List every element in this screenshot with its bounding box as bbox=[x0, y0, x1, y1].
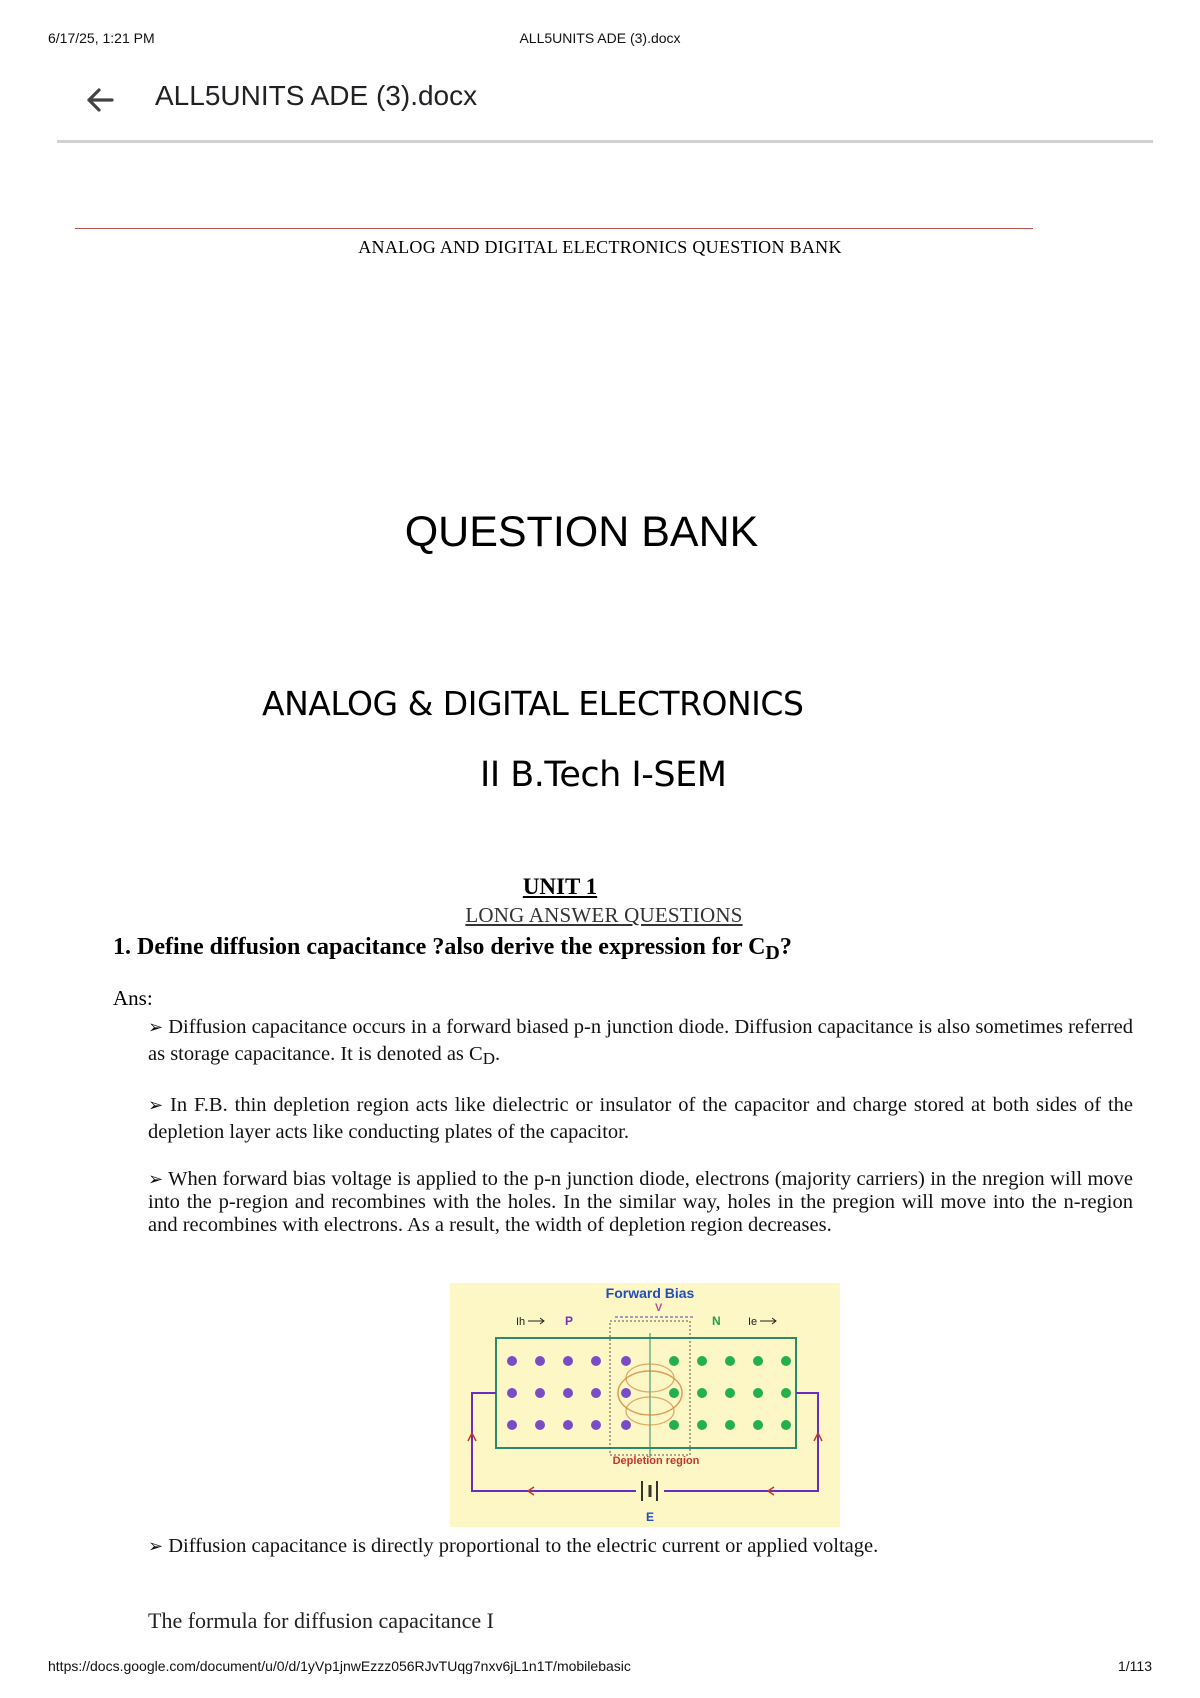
toolbar-divider bbox=[57, 140, 1153, 143]
running-header: ANALOG AND DIGITAL ELECTRONICS QUESTION BANK bbox=[358, 237, 842, 257]
label-p: P bbox=[565, 1314, 574, 1328]
bullet-4 bbox=[148, 1535, 1133, 1558]
label-n: N bbox=[712, 1314, 721, 1328]
bullet-3 bbox=[148, 1168, 1133, 1237]
header-rule bbox=[75, 228, 1033, 229]
bullet-marker: ➢ bbox=[148, 1536, 164, 1556]
label-ie: Ie bbox=[748, 1316, 758, 1328]
bullet-marker: ➢ bbox=[148, 1017, 164, 1037]
figure-title: Forward Bias bbox=[605, 1285, 695, 1301]
bullet-text: Diffusion capacitance occurs in a forward biased p-n junction diode. Diffusion capacitance is also sometimes referred as storage capacitance. It is denoted as C bbox=[148, 1016, 1134, 1065]
label-ih: Ih bbox=[516, 1316, 526, 1328]
bullet-marker: ➢ bbox=[148, 1095, 164, 1115]
arrow-left-icon bbox=[80, 80, 120, 120]
unit-heading: UNIT 1 bbox=[522, 874, 598, 899]
bullet-2 bbox=[148, 1092, 1133, 1146]
question-1 bbox=[113, 934, 792, 965]
forward-bias-figure bbox=[450, 1283, 840, 1527]
section-heading: LONG ANSWER QUESTIONS bbox=[465, 903, 743, 927]
forward-bias-diagram bbox=[450, 1283, 840, 1527]
answer-label: Ans: bbox=[113, 986, 153, 1010]
question-subscript: D bbox=[765, 942, 780, 964]
main-title: QUESTION BANK bbox=[404, 508, 759, 556]
footer-url: https://docs.google.com/document/u/0/d/1yVp1jnwEzzz056RJvTUqg7nxv6jL1n1T/mobilebasic bbox=[48, 1658, 631, 1674]
label-depletion: Depletion region bbox=[612, 1455, 700, 1467]
semester-title: II B.Tech I-SEM bbox=[480, 755, 727, 795]
question-tail: ? bbox=[779, 934, 792, 960]
question-text: 1. Define diffusion capacitance ?also derive the expression for C bbox=[113, 934, 766, 960]
bullet-tail: . bbox=[494, 1043, 501, 1065]
print-title: ALL5UNITS ADE (3).docx bbox=[519, 30, 681, 46]
bullet-text: Diffusion capacitance is directly proportional to the electric current or applied voltage. bbox=[168, 1535, 879, 1557]
formula-line: The formula for diffusion capacitance I bbox=[148, 1608, 494, 1633]
bullet-subscript: D bbox=[482, 1049, 495, 1068]
label-v: V bbox=[655, 1302, 663, 1314]
bullet-text: In F.B. thin depletion region acts like dielectric or insulator of the capacitor and charge stored at both sides of the depletion layer acts like conducting plates of the capacitor. bbox=[148, 1094, 1133, 1143]
back-button[interactable] bbox=[80, 80, 120, 120]
print-date: 6/17/25, 1:21 PM bbox=[48, 30, 155, 46]
label-e: E bbox=[645, 1510, 655, 1524]
electrons-n-region bbox=[669, 1356, 791, 1430]
bullet-1 bbox=[148, 1014, 1133, 1072]
holes-p-region bbox=[507, 1356, 631, 1430]
footer-page-number: 1/113 bbox=[1118, 1658, 1152, 1674]
bullet-text: When forward bias voltage is applied to the p-n junction diode, electrons (majority carriers) in the nregion will move into the p-region and recombines with the holes. In the similar way, holes in the pregion will move into the n-region and recombines with electrons. As a result, the width of depletion region decreases. bbox=[148, 1168, 1133, 1236]
subject-title: ANALOG & DIGITAL ELECTRONICS bbox=[262, 684, 804, 723]
document-name: ALL5UNITS ADE (3).docx bbox=[155, 80, 478, 111]
bullet-marker: ➢ bbox=[148, 1169, 164, 1189]
